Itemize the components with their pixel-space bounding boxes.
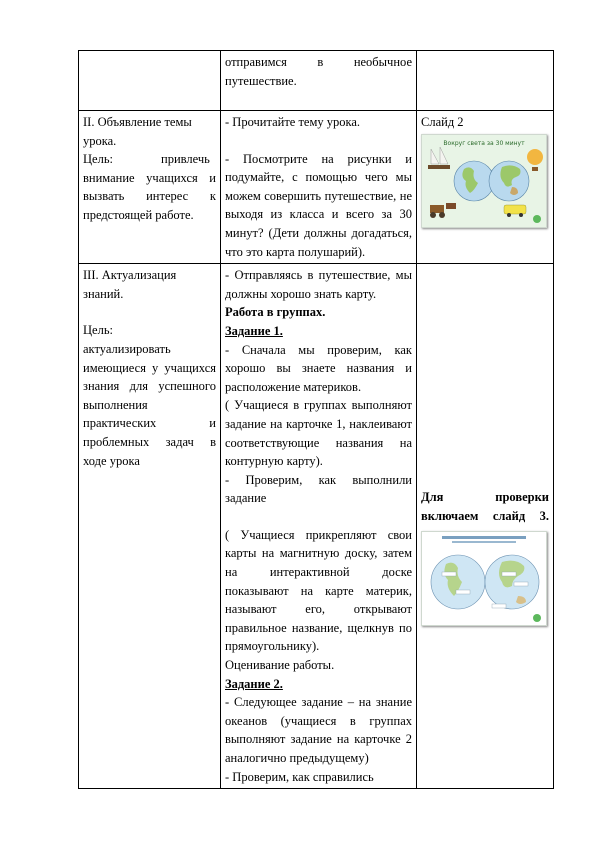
teacher-activity-cell bbox=[221, 264, 417, 789]
notes-cell bbox=[417, 51, 554, 111]
slide-label: Слайд 2 bbox=[421, 115, 464, 129]
text-line: - Отправляясь в путешествие, мы должны хорошо знать карту. bbox=[225, 268, 412, 301]
goal-text: привлечь bbox=[161, 152, 210, 167]
goal-text: внимание учащихся и вызвать интерес к предстоящей работе. bbox=[83, 170, 216, 222]
text-line: ( Учащиеся в группах выполняют задание на карточке 1, наклеивают соответствующие названия на контурную карту). bbox=[225, 398, 412, 469]
stage-title: II. Объявление темы урока. bbox=[83, 115, 192, 148]
table-row bbox=[79, 111, 554, 264]
table-row bbox=[79, 264, 554, 789]
text-line: - Следующее задание – на знание океанов (учащиеся в группах выполняют задание на карточке 2 аналогично предыдущему) bbox=[225, 695, 412, 765]
lesson-plan-table bbox=[78, 50, 554, 789]
stage-cell bbox=[79, 264, 221, 789]
goal-label: Цель: bbox=[83, 152, 113, 167]
notes-cell bbox=[417, 111, 554, 264]
stage-cell bbox=[79, 111, 221, 264]
slide-3-note: Для проверки включаем слайд 3. bbox=[421, 490, 549, 523]
text-line: - Прочитайте тему урока. bbox=[225, 115, 361, 129]
text-line: Работа в группах. bbox=[225, 305, 326, 320]
text-line: - Проверим, как справились bbox=[225, 769, 374, 784]
notes-cell bbox=[417, 264, 554, 789]
stage-goal bbox=[83, 150, 216, 224]
goal-label: Цель: bbox=[83, 323, 113, 338]
text-line: Задание 2. bbox=[225, 676, 283, 691]
slide-title: Вокруг света за 30 минут bbox=[443, 139, 525, 147]
slide-2-thumbnail bbox=[421, 134, 547, 228]
text-line: путешествие. bbox=[225, 73, 297, 88]
stage-cell bbox=[79, 51, 221, 111]
next-arrow-icon bbox=[533, 614, 541, 622]
text-line: - Посмотрите на рисунки и подумайте, с помощью чего мы можем совершить путешествие, не выходя из класса и всего за 30 минут? (Дети должны догадаться, что это карта полушарий). bbox=[225, 151, 412, 259]
text-line: - Сначала мы проверим, как хорошо вы знаете названия и расположение материков. bbox=[225, 342, 412, 394]
table-row bbox=[79, 51, 554, 111]
text-line: - Проверим, как выполнили задание bbox=[225, 472, 412, 506]
teacher-activity-cell bbox=[221, 111, 417, 264]
stage-title: III. Актуализация знаний. bbox=[83, 268, 177, 301]
text-line: Задание 1. bbox=[225, 323, 283, 338]
goal-text: актуализировать имеющиеся у учащихся знания для успешного выполнения практических и проблемных задач в ходе урока bbox=[83, 341, 216, 468]
text-line: отправимся в необычное bbox=[225, 55, 412, 69]
teacher-activity-cell bbox=[221, 51, 417, 111]
next-arrow-icon bbox=[533, 215, 541, 223]
text-line: Оценивание работы. bbox=[225, 658, 335, 673]
text-line: ( Учащиеся прикрепляют свои карты на магнитную доску, затем на интерактивной доске показывают на карте материк, называют его, открывают правильное название, щелкнув по прямоугольнику). bbox=[225, 527, 412, 654]
slide-title-bar bbox=[442, 536, 526, 539]
slide-3-thumbnail bbox=[421, 531, 547, 626]
